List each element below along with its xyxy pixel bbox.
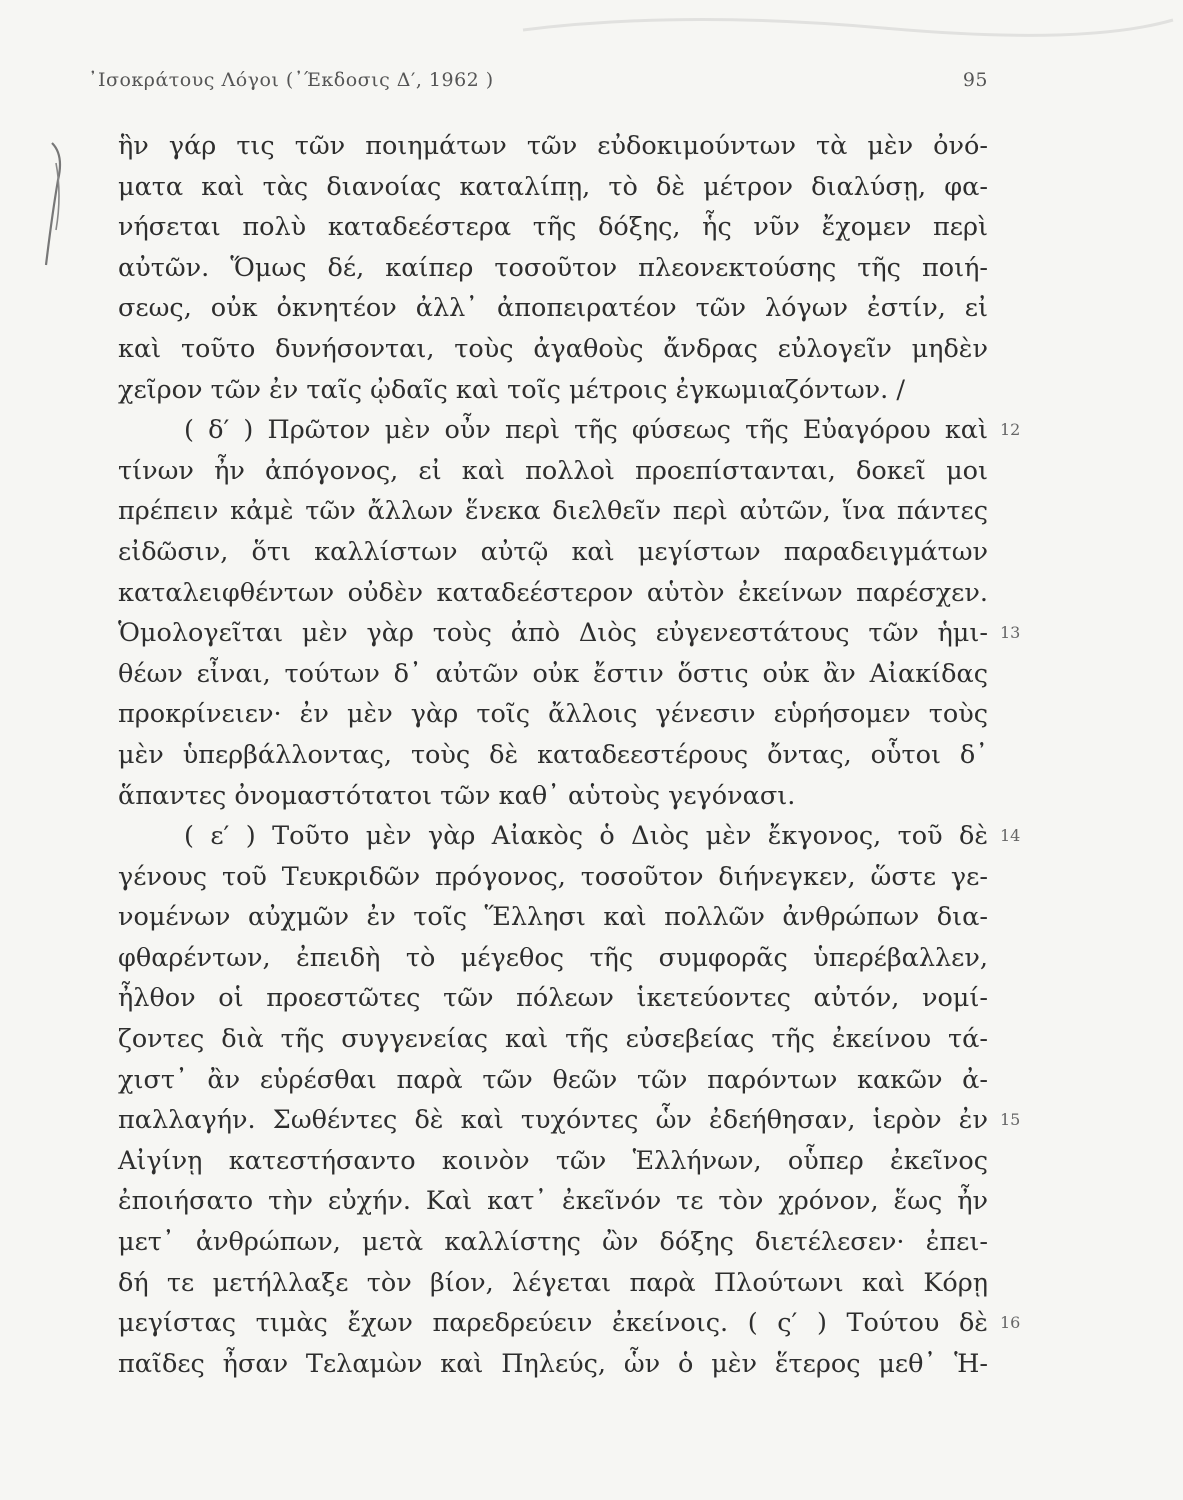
text-line: καὶ τοῦτο δυνήσονται, τοὺς ἀγαθοὺς ἄνδρας εὐλογεῖν μηδὲν: [118, 333, 988, 364]
text-line: μὲν ὑπερβάλλοντας, τοὺς δὲ καταδεεστέρους ὄντας, οὗτοι δ᾿: [118, 739, 988, 770]
running-header: [88, 60, 988, 100]
text-line: Ὁμολογεῖται μὲν γὰρ τοὺς ἀπὸ Διὸς εὐγενεστάτους τῶν ἡμι-: [118, 618, 988, 649]
text-line: ( ε′ ) Τοῦτο μὲν γὰρ Αἰακὸς ὁ Διὸς μὲν ἔκγονος, τοῦ δὲ: [184, 821, 988, 852]
margin-number: 12: [1000, 420, 1021, 439]
text-line: θέων εἶναι, τούτων δ᾿ αὐτῶν οὐκ ἔστιν ὅστις οὐκ ἂν Αἰακίδας: [118, 658, 988, 689]
margin-number: 14: [1000, 826, 1021, 845]
text-line: σεως, οὐκ ὀκνητέον ἀλλ᾿ ἀποπειρατέον τῶν λόγων ἐστίν, εἰ: [118, 293, 988, 324]
text-line: γένους τοῦ Τευκριδῶν πρόγονος, τοσοῦτον διήνεγκεν, ὥστε γε-: [118, 861, 988, 892]
text-line: ἦλθον οἱ προεστῶτες τῶν πόλεων ἱκετεύοντες αὐτόν, νομί-: [118, 983, 988, 1014]
text-line: ( δ′ ) Πρῶτον μὲν οὖν περὶ τῆς φύσεως τῆς Εὐαγόρου καὶ: [184, 415, 988, 446]
text-line: ζοντες διὰ τῆς συγγενείας καὶ τῆς εὐσεβείας τῆς ἐκείνου τά-: [118, 1024, 988, 1055]
text-line: πρέπειν κἀμὲ τῶν ἄλλων ἕνεκα διελθεῖν περὶ αὐτῶν, ἵνα πάντες: [118, 496, 988, 527]
margin-number: 15: [1000, 1110, 1021, 1129]
bleed-through-shadow: [483, 0, 1183, 60]
text-line: ματα καὶ τὰς διανοίας καταλίπῃ, τὸ δὲ μέτρον διαλύσῃ, φα-: [118, 171, 988, 202]
margin-number: 13: [1000, 623, 1021, 642]
text-line: εἰδῶσιν, ὅτι καλλίστων αὐτῷ καὶ μεγίστων παραδειγμάτων: [118, 536, 988, 567]
header-title: ᾿Ισοκράτους Λόγοι (᾿Έκδοσις Δ′, 1962 ): [88, 69, 494, 91]
text-line: προκρίνειεν· ἐν μὲν γὰρ τοῖς ἄλλοις γένεσιν εὑρήσομεν τοὺς: [118, 699, 988, 730]
text-line: μετ᾿ ἀνθρώπων, μετὰ καλλίστης ὢν δόξης διετέλεσεν· ἐπει-: [118, 1227, 988, 1258]
text-line: ἅπαντες ὀνομαστότατοι τῶν καθ᾿ αὑτοὺς γεγόνασι.: [118, 780, 796, 811]
text-line: δή τε μετήλλαξε τὸν βίον, λέγεται παρὰ Πλούτωνι καὶ Κόρῃ: [118, 1267, 988, 1298]
text-line: παλλαγήν. Σωθέντες δὲ καὶ τυχόντες ὧν ἐδεήθησαν, ἱερὸν ἐν: [118, 1105, 988, 1136]
text-line: ἣν γάρ τις τῶν ποιημάτων τῶν εὐδοκιμούντων τὰ μὲν ὀνό-: [118, 131, 988, 161]
text-line: νομένων αὐχμῶν ἐν τοῖς Ἕλλησι καὶ πολλῶν ἀνθρώπων δια-: [118, 902, 988, 933]
text-line: αὐτῶν. Ὅμως δέ, καίπερ τοσοῦτον πλεονεκτούσης τῆς ποιή-: [118, 252, 988, 283]
page-number: 95: [962, 69, 988, 91]
text-line: Αἰγίνῃ κατεστήσαντο κοινὸν τῶν Ἑλλήνων, οὗπερ ἐκεῖνος: [118, 1145, 988, 1176]
text-line: νήσεται πολὺ καταδεέστερα τῆς δόξης, ἧς νῦν ἔχομεν περὶ: [118, 212, 988, 243]
body-text: [118, 126, 988, 1384]
text-line: χεῖρον τῶν ἐν ταῖς ᾠδαῖς καὶ τοῖς μέτροις ἐγκωμιαζόντων. /: [118, 374, 905, 405]
text-line: καταλειφθέντων οὐδὲν καταδεέστερον αὑτὸν ἐκείνων παρέσχεν.: [118, 577, 988, 608]
pencil-annotation-icon: [22, 135, 82, 275]
text-line: παῖδες ἦσαν Τελαμὼν καὶ Πηλεύς, ὧν ὁ μὲν ἕτερος μεθ᾿ Ἡ-: [118, 1348, 988, 1379]
text-line: ἐποιήσατο τὴν εὐχήν. Καὶ κατ᾿ ἐκεῖνόν τε τὸν χρόνον, ἕως ἦν: [118, 1186, 988, 1217]
text-line: φθαρέντων, ἐπειδὴ τὸ μέγεθος τῆς συμφορᾶς ὑπερέβαλλεν,: [118, 942, 988, 973]
text-line: χιστ᾿ ἂν εὑρέσθαι παρὰ τῶν θεῶν τῶν παρόντων κακῶν ἀ-: [118, 1064, 988, 1095]
text-line: τίνων ἦν ἀπόγονος, εἰ καὶ πολλοὶ προεπίστανται, δοκεῖ μοι: [118, 455, 988, 486]
margin-number: 16: [1000, 1313, 1021, 1332]
text-line: μεγίστας τιμὰς ἔχων παρεδρεύειν ἐκείνοις. ( ς′ ) Τούτου δὲ: [118, 1308, 988, 1339]
